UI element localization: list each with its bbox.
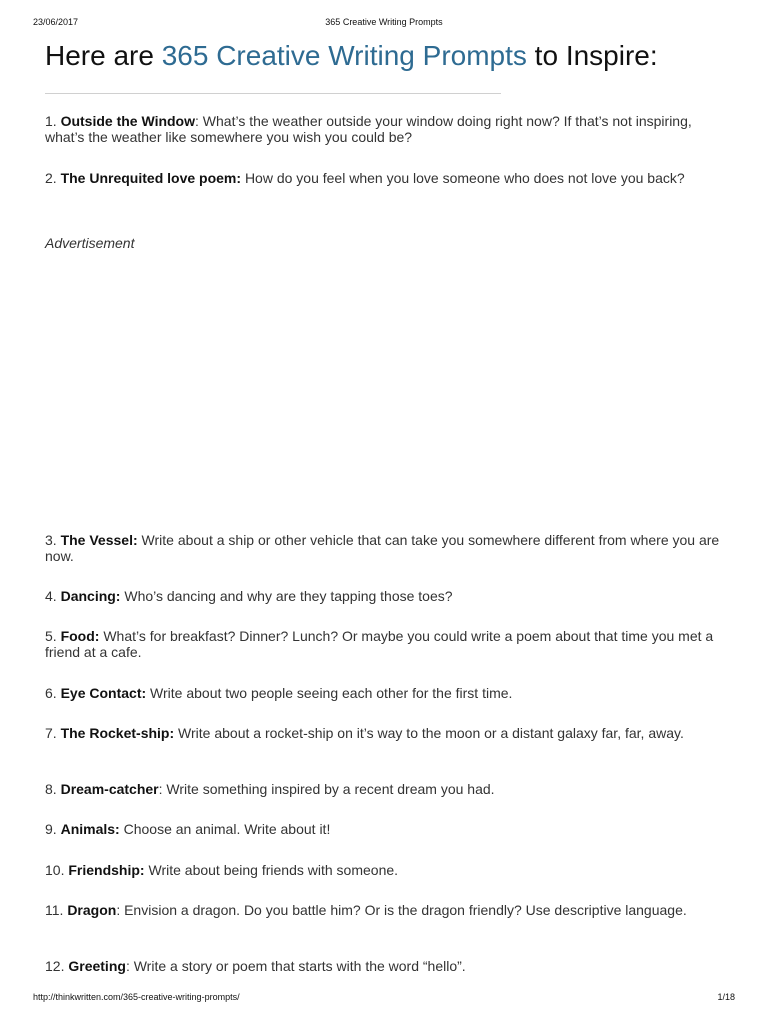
prompt-item <box>45 532 725 564</box>
prompt-text: Choose an animal. Write about it! <box>123 821 331 837</box>
page-title-suffix: to Inspire: <box>526 40 658 71</box>
prompt-item <box>45 821 725 837</box>
prompt-text: Envision a dragon. Do you battle him? Or is the dragon friendly? Use descriptive language. <box>124 902 687 918</box>
prompt-text: Write something inspired by a recent dream you had. <box>166 781 495 797</box>
prompt-label: Food: <box>60 628 100 644</box>
page-number: 1/18 <box>717 992 735 1002</box>
prompt-number: 1. <box>45 113 61 129</box>
title-divider <box>45 93 501 94</box>
prompt-item <box>45 685 725 701</box>
prompt-separator: : <box>195 113 203 129</box>
page-title-prefix: Here are <box>45 40 162 71</box>
prompt-label: Dream-catcher <box>60 781 159 797</box>
prompt-label: Outside the Window <box>60 113 195 129</box>
prompt-item <box>45 725 725 741</box>
prompt-item <box>45 588 725 604</box>
prompt-separator: : <box>125 958 134 974</box>
advertisement-space <box>45 260 725 515</box>
prompt-item <box>45 170 725 186</box>
prompt-number: 11. <box>45 902 68 918</box>
print-url[interactable]: http://thinkwritten.com/365-creative-writing-prompts/ <box>33 992 240 1002</box>
prompt-label: Friendship: <box>68 862 145 878</box>
prompt-label: Greeting <box>68 958 126 974</box>
prompt-item <box>45 628 725 660</box>
print-document-title: 365 Creative Writing Prompts <box>325 17 443 27</box>
prompt-label: The Rocket-ship: <box>60 725 175 741</box>
prompt-number: 5. <box>45 628 61 644</box>
prompt-item <box>45 781 725 797</box>
prompt-number: 8. <box>45 781 61 797</box>
page-title <box>45 40 658 72</box>
page-title-highlight[interactable]: 365 Creative Writing Prompts <box>161 40 527 71</box>
prompt-text: Write about two people seeing each other for the first time. <box>150 685 513 701</box>
prompt-separator: : <box>116 902 125 918</box>
prompt-text: What’s for breakfast? Dinner? Lunch? Or maybe you could write a poem about that time you met a friend at a cafe. <box>45 628 714 660</box>
prompt-number: 10. <box>45 862 69 878</box>
prompt-text: Who’s dancing and why are they tapping those toes? <box>124 588 453 604</box>
prompt-label: Eye Contact: <box>60 685 147 701</box>
prompt-item <box>45 958 725 974</box>
prompt-text: Write about a rocket-ship on it’s way to the moon or a distant galaxy far, far, away. <box>178 725 684 741</box>
prompt-text: Write a story or poem that starts with the word “hello”. <box>133 958 466 974</box>
prompt-label: Dragon <box>67 902 117 918</box>
prompt-separator: : <box>158 781 167 797</box>
prompt-number: 6. <box>45 685 61 701</box>
prompt-label: The Unrequited love poem: <box>60 170 242 186</box>
prompt-label: The Vessel: <box>60 532 138 548</box>
prompt-label: Animals: <box>60 821 120 837</box>
prompt-number: 7. <box>45 725 61 741</box>
prompt-text: Write about being friends with someone. <box>148 862 399 878</box>
prompt-number: 3. <box>45 532 61 548</box>
print-date: 23/06/2017 <box>33 17 79 27</box>
prompt-number: 12. <box>45 958 69 974</box>
prompt-number: 4. <box>45 588 61 604</box>
prompt-text: Write about a ship or other vehicle that can take you somewhere different from where you are now. <box>45 532 720 564</box>
print-header <box>33 17 735 31</box>
prompt-label: Dancing: <box>60 588 121 604</box>
advertisement-label: Advertisement <box>45 235 135 251</box>
prompt-item <box>45 113 725 145</box>
prompt-number: 9. <box>45 821 61 837</box>
prompt-item <box>45 862 725 878</box>
prompt-number: 2. <box>45 170 61 186</box>
prompt-text: What’s the weather outside your window doing right now? If that’s not inspiring, what’s the weather like somewhere you wish you could be? <box>45 113 692 145</box>
prompt-item <box>45 902 725 918</box>
print-footer <box>33 992 735 1004</box>
prompt-text: How do you feel when you love someone who does not love you back? <box>244 170 685 186</box>
